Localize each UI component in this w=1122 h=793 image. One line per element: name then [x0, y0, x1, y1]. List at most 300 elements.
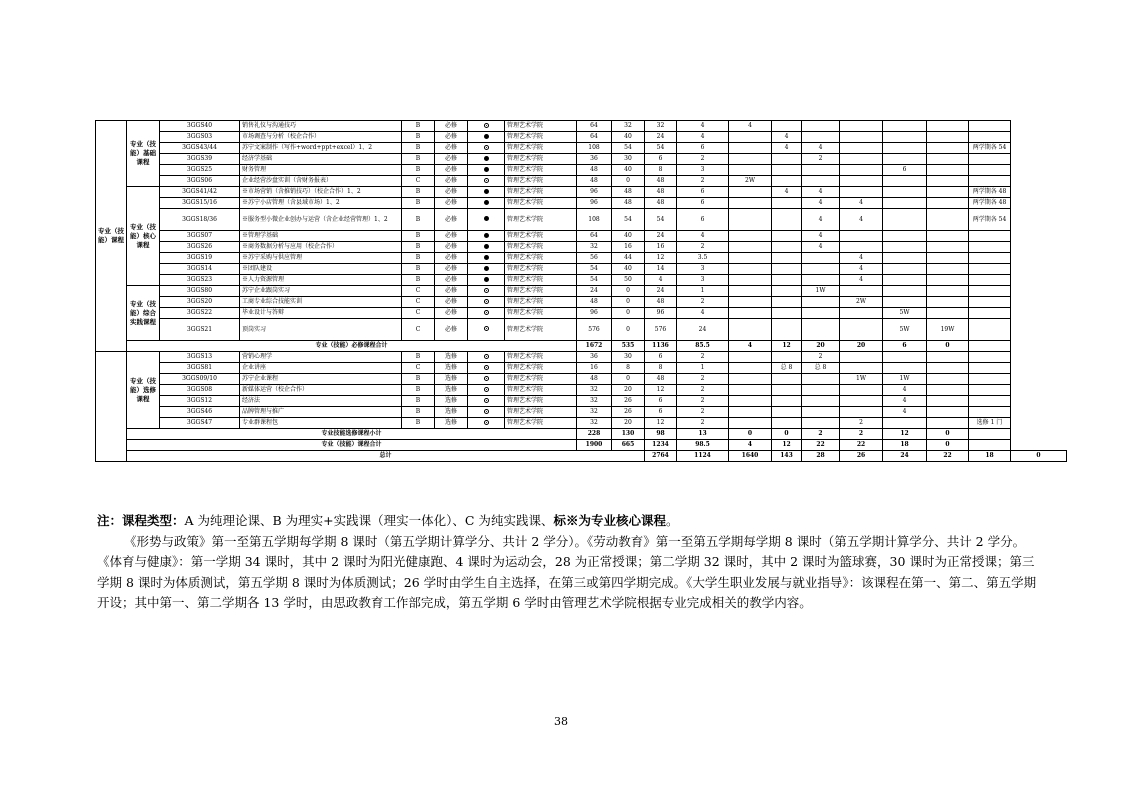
term-6-hours: 19W: [927, 319, 969, 341]
course-code: 3GGS46: [160, 407, 240, 418]
course-nature: 选修: [435, 407, 468, 418]
course-name: 专业群课程包: [240, 418, 402, 429]
course-code: 3GGS14: [160, 264, 240, 275]
course-type: B: [402, 165, 435, 176]
course-code: 3GGS26: [160, 242, 240, 253]
course-row: [96, 275, 1067, 286]
course-row: [96, 154, 1067, 165]
term-3-hours: [802, 385, 840, 396]
elective-subtotal-row: [96, 429, 1067, 440]
filled-dot-icon: [484, 266, 489, 271]
required-subtotal-row-value: 0: [927, 341, 969, 352]
credits: 2: [677, 396, 729, 407]
course-remark: [969, 132, 1011, 143]
required-subtotal-row-value: 4: [729, 341, 772, 352]
course-type: C: [402, 363, 435, 374]
term-5-hours: [883, 132, 927, 143]
elective-subtotal-row-remark: [969, 429, 1011, 440]
exam-mode-cell: [468, 308, 505, 319]
course-dept: 管理艺术学院: [505, 407, 577, 418]
term-3-hours: [802, 132, 840, 143]
theory-hours: 0: [612, 176, 645, 187]
term-3-hours: 4: [802, 198, 840, 209]
exam-mode-cell: [468, 297, 505, 308]
exam-mode-cell: [468, 165, 505, 176]
term-5-hours: 1W: [883, 374, 927, 385]
practice-hours: 54: [645, 209, 677, 231]
term-6-hours: [927, 297, 969, 308]
term-6-hours: [927, 308, 969, 319]
exam-mode-cell: [468, 187, 505, 198]
course-dept: 管理艺术学院: [505, 253, 577, 264]
theory-hours: 16: [612, 242, 645, 253]
course-nature: 必修: [435, 319, 468, 341]
total-hours: 16: [577, 363, 612, 374]
term-6-hours: [927, 121, 969, 132]
term-1-hours: [729, 187, 772, 198]
term-3-hours: [802, 176, 840, 187]
course-nature: 选修: [435, 363, 468, 374]
elective-subtotal-row-value: 13: [677, 429, 729, 440]
term-1-hours: [729, 253, 772, 264]
credits: 4: [677, 121, 729, 132]
term-6-hours: [927, 154, 969, 165]
course-row: [96, 242, 1067, 253]
course-type: B: [402, 374, 435, 385]
notes-course-types: [97, 511, 1037, 532]
course-remark: [969, 275, 1011, 286]
course-name: 工商专业综合技能实训: [240, 297, 402, 308]
term-3-hours: [802, 319, 840, 341]
course-code: 3GGS03: [160, 132, 240, 143]
notes-core-marker: 标※为专业核心课程: [553, 513, 666, 528]
credits: 2: [677, 418, 729, 429]
course-remark: [969, 264, 1011, 275]
total-hours: 64: [577, 121, 612, 132]
term-2-hours: [772, 319, 802, 341]
course-name: 经济法: [240, 396, 402, 407]
course-code: 3GGS08: [160, 385, 240, 396]
course-remark: [969, 231, 1011, 242]
term-5-hours: [883, 297, 927, 308]
notes-lead: 注：课程类型：: [97, 513, 185, 528]
course-row: [96, 363, 1067, 374]
term-6-hours: [927, 352, 969, 363]
course-dept: 管理艺术学院: [505, 418, 577, 429]
practice-hours: 12: [645, 418, 677, 429]
credits: 2: [677, 352, 729, 363]
term-6-hours: [927, 231, 969, 242]
grand-total-value: 143: [772, 451, 802, 462]
course-dept: 管理艺术学院: [505, 165, 577, 176]
course-nature: 必修: [435, 297, 468, 308]
total-hours: 48: [577, 176, 612, 187]
term-5-hours: 6: [883, 165, 927, 176]
course-nature: 必修: [435, 253, 468, 264]
course-code: 3GGS09/10: [160, 374, 240, 385]
term-5-hours: 5W: [883, 308, 927, 319]
term-4-hours: [840, 121, 883, 132]
course-dept: 管理艺术学院: [505, 308, 577, 319]
term-3-hours: [802, 275, 840, 286]
grand-total-value: 2764: [645, 451, 677, 462]
course-dept: 管理艺术学院: [505, 297, 577, 308]
course-type: B: [402, 253, 435, 264]
course-remark: 选修 1 门: [969, 418, 1011, 429]
required-subtotal-row-value: 20: [802, 341, 840, 352]
term-6-hours: [927, 264, 969, 275]
total-hours: 48: [577, 374, 612, 385]
total-hours: 24: [577, 286, 612, 297]
bullseye-circle-icon: [484, 354, 489, 359]
exam-mode-cell: [468, 242, 505, 253]
term-2-hours: [772, 165, 802, 176]
required-subtotal-row-value: 85.5: [677, 341, 729, 352]
term-1-hours: [729, 198, 772, 209]
term-1-hours: [729, 209, 772, 231]
term-3-hours: [802, 165, 840, 176]
elective-subtotal-row-label: 专业技能选修课程小计: [127, 429, 577, 440]
term-4-hours: [840, 319, 883, 341]
term-4-hours: 4: [840, 253, 883, 264]
course-dept: 管理艺术学院: [505, 363, 577, 374]
term-4-hours: [840, 363, 883, 374]
theory-hours: 0: [612, 319, 645, 341]
term-6-hours: [927, 253, 969, 264]
grand-total-label: 总计: [127, 451, 645, 462]
exam-mode-cell: [468, 253, 505, 264]
course-nature: 必修: [435, 176, 468, 187]
exam-mode-cell: [468, 319, 505, 341]
course-name: 企业讲座: [240, 363, 402, 374]
theory-hours: 54: [612, 143, 645, 154]
skill-total-row-value: 4: [729, 440, 772, 451]
term-4-hours: [840, 396, 883, 407]
grand-total-value: 1124: [677, 451, 729, 462]
total-hours: 96: [577, 308, 612, 319]
practice-hours: 12: [645, 253, 677, 264]
course-type: B: [402, 187, 435, 198]
bullseye-circle-icon: [484, 409, 489, 414]
course-name: ※团队建设: [240, 264, 402, 275]
theory-hours: 48: [612, 187, 645, 198]
course-code: 3GGS80: [160, 286, 240, 297]
required-subtotal-row-value: 20: [840, 341, 883, 352]
course-row: [96, 187, 1067, 198]
term-2-hours: [772, 286, 802, 297]
course-type: B: [402, 407, 435, 418]
term-4-hours: 2: [840, 418, 883, 429]
term-2-hours: [772, 418, 802, 429]
course-name: 苏宁文案制作（写作+word+ppt+excel）1、2: [240, 143, 402, 154]
term-5-hours: 4: [883, 385, 927, 396]
course-nature: 必修: [435, 154, 468, 165]
term-3-hours: [802, 374, 840, 385]
term-1-hours: [729, 319, 772, 341]
term-3-hours: 4: [802, 231, 840, 242]
total-hours: 96: [577, 198, 612, 209]
course-remark: [969, 121, 1011, 132]
course-dept: 管理艺术学院: [505, 176, 577, 187]
course-row: [96, 176, 1067, 187]
notes-paragraph: 《形势与政策》第一至第五学期每学期 8 课时（第五学期计算学分、共计 2 学分）。《劳动教育》第一至第五学期每学期 8 课时（第五学期计算学分、共计 2 学分。《体育与健康》：第一学期 34 课时，其中 2 课时为阳光健康跑、4 课时为运动会，28 为正常授课；第二学期 32 课时，其中 2 课时为篮球赛，30 课时为正常授课；第三学期 8 课时为体质测试，第五学期 8 课时为体质测试；26 学时由学生自主选择，在第三或第四学期完成。《大学生职业发展与就业指导》：该课程在第一、第二、第五学期开设；其中第一、第二学期各 13 学时，由思政教育工作部完成，第五学期 6 学时由管理艺术学院根据专业完成相关的教学内容。: [97, 533, 1037, 610]
theory-hours: 40: [612, 132, 645, 143]
theory-hours: 0: [612, 286, 645, 297]
term-4-hours: 4: [840, 275, 883, 286]
term-4-hours: [840, 231, 883, 242]
term-2-hours: [772, 352, 802, 363]
term-2-hours: [772, 264, 802, 275]
credits: 6: [677, 198, 729, 209]
total-hours: 48: [577, 165, 612, 176]
practice-hours: 6: [645, 407, 677, 418]
total-hours: 576: [577, 319, 612, 341]
course-dept: 管理艺术学院: [505, 121, 577, 132]
exam-mode-cell: [468, 176, 505, 187]
course-code: 3GGS41/42: [160, 187, 240, 198]
group-label: 专业（技能）课程: [96, 121, 127, 352]
elective-subtotal-row-value: 228: [577, 429, 612, 440]
term-3-hours: 4: [802, 242, 840, 253]
exam-mode-cell: [468, 264, 505, 275]
term-4-hours: [840, 286, 883, 297]
notes-block: [97, 511, 1037, 614]
term-5-hours: [883, 176, 927, 187]
term-5-hours: [883, 264, 927, 275]
course-type: C: [402, 319, 435, 341]
term-6-hours: [927, 374, 969, 385]
total-hours: 32: [577, 418, 612, 429]
course-nature: 选修: [435, 396, 468, 407]
required-subtotal-row-value: 1136: [645, 341, 677, 352]
term-5-hours: [883, 209, 927, 231]
term-2-hours: 4: [772, 143, 802, 154]
course-type: C: [402, 297, 435, 308]
course-type: B: [402, 352, 435, 363]
theory-hours: 50: [612, 275, 645, 286]
term-3-hours: [802, 264, 840, 275]
course-remark: [969, 253, 1011, 264]
course-code: 3GGS39: [160, 154, 240, 165]
term-5-hours: 4: [883, 396, 927, 407]
skill-total-row-value: 1234: [645, 440, 677, 451]
notes-types-text: A 为纯理论课、B 为理实+实践课（理实一体化）、C 为纯实践课、: [184, 513, 554, 528]
course-name: ※服务型小微企业创办与运营（含企业经营管理）1、2: [240, 209, 402, 231]
term-1-hours: [729, 154, 772, 165]
credits: 2: [677, 297, 729, 308]
exam-mode-cell: [468, 363, 505, 374]
term-4-hours: [840, 176, 883, 187]
exam-mode-cell: [468, 198, 505, 209]
total-hours: 108: [577, 143, 612, 154]
course-code: 3GGS47: [160, 418, 240, 429]
elective-subtotal-row-value: 2: [802, 429, 840, 440]
course-remark: 两学期各 54: [969, 143, 1011, 154]
course-dept: 管理艺术学院: [505, 143, 577, 154]
course-nature: 选修: [435, 418, 468, 429]
course-row: [96, 132, 1067, 143]
term-5-hours: [883, 418, 927, 429]
practice-hours: 24: [645, 231, 677, 242]
credits: 2: [677, 154, 729, 165]
course-remark: [969, 363, 1011, 374]
course-dept: 管理艺术学院: [505, 319, 577, 341]
term-4-hours: [840, 154, 883, 165]
term-3-hours: 4: [802, 143, 840, 154]
term-3-hours: [802, 418, 840, 429]
practice-hours: 24: [645, 132, 677, 143]
elective-subtotal-row-value: 0: [772, 429, 802, 440]
course-name: 经济学基础: [240, 154, 402, 165]
credits: 2: [677, 407, 729, 418]
term-2-hours: [772, 275, 802, 286]
term-2-hours: 4: [772, 132, 802, 143]
course-name: 品牌管理与推广: [240, 407, 402, 418]
course-type: B: [402, 132, 435, 143]
course-nature: 必修: [435, 264, 468, 275]
term-5-hours: [883, 198, 927, 209]
term-3-hours: 4: [802, 209, 840, 231]
term-3-hours: [802, 407, 840, 418]
practice-hours: 8: [645, 363, 677, 374]
bullseye-circle-icon: [484, 326, 489, 331]
term-1-hours: [729, 242, 772, 253]
course-nature: 必修: [435, 209, 468, 231]
term-2-hours: [772, 374, 802, 385]
course-remark: [969, 165, 1011, 176]
term-4-hours: [840, 143, 883, 154]
course-code: 3GGS15/16: [160, 198, 240, 209]
course-remark: [969, 297, 1011, 308]
term-4-hours: [840, 187, 883, 198]
term-6-hours: [927, 198, 969, 209]
term-2-hours: 总 8: [772, 363, 802, 374]
term-4-hours: [840, 242, 883, 253]
bullseye-circle-icon: [484, 376, 489, 381]
course-code: 3GGS20: [160, 297, 240, 308]
theory-hours: 0: [612, 308, 645, 319]
grand-total-value: 1640: [729, 451, 772, 462]
course-type: B: [402, 275, 435, 286]
course-type: C: [402, 308, 435, 319]
term-5-hours: [883, 121, 927, 132]
course-name: 财务管理: [240, 165, 402, 176]
term-6-hours: [927, 407, 969, 418]
grand-total-value: 22: [927, 451, 969, 462]
course-type: B: [402, 242, 435, 253]
course-code: 3GGS19: [160, 253, 240, 264]
practice-hours: 6: [645, 154, 677, 165]
course-row: [96, 286, 1067, 297]
term-5-hours: [883, 363, 927, 374]
course-row: [96, 374, 1067, 385]
term-4-hours: [840, 407, 883, 418]
credits: 1: [677, 363, 729, 374]
theory-hours: 8: [612, 363, 645, 374]
course-row: [96, 121, 1067, 132]
course-type: C: [402, 286, 435, 297]
course-row: [96, 231, 1067, 242]
practice-hours: 24: [645, 286, 677, 297]
term-6-hours: [927, 286, 969, 297]
credits: 3: [677, 264, 729, 275]
filled-dot-icon: [484, 156, 489, 161]
credits: 24: [677, 319, 729, 341]
term-1-hours: [729, 286, 772, 297]
bullseye-circle-icon: [484, 299, 489, 304]
course-name: ※苏宁小店管理（含县域市场）1、2: [240, 198, 402, 209]
grand-total-row: [96, 451, 1067, 462]
term-4-hours: [840, 385, 883, 396]
skill-total-row-value: 22: [840, 440, 883, 451]
term-6-hours: [927, 165, 969, 176]
total-hours: 54: [577, 275, 612, 286]
course-nature: 必修: [435, 275, 468, 286]
skill-total-row-value: 98.5: [677, 440, 729, 451]
skill-total-row-value: 0: [927, 440, 969, 451]
theory-hours: 44: [612, 253, 645, 264]
credits: 2: [677, 385, 729, 396]
credits: 2: [677, 242, 729, 253]
term-2-hours: [772, 253, 802, 264]
practice-hours: 48: [645, 198, 677, 209]
theory-hours: 20: [612, 385, 645, 396]
theory-hours: 26: [612, 396, 645, 407]
term-1-hours: [729, 363, 772, 374]
practice-hours: 54: [645, 143, 677, 154]
exam-mode-cell: [468, 374, 505, 385]
module-label: 专业（技能）基础课程: [127, 121, 160, 187]
total-hours: 48: [577, 297, 612, 308]
course-type: B: [402, 396, 435, 407]
course-nature: 选修: [435, 374, 468, 385]
term-4-hours: 4: [840, 264, 883, 275]
required-subtotal-row-value: 6: [883, 341, 927, 352]
practice-hours: 576: [645, 319, 677, 341]
course-code: 3GGS13: [160, 352, 240, 363]
term-2-hours: [772, 121, 802, 132]
course-remark: [969, 319, 1011, 341]
term-5-hours: [883, 231, 927, 242]
bullseye-circle-icon: [484, 123, 489, 128]
theory-hours: 40: [612, 165, 645, 176]
course-name: ※市场营销（含推销技巧）（校企合作）1、2: [240, 187, 402, 198]
course-name: 新媒体运营（校企合作）: [240, 385, 402, 396]
course-nature: 必修: [435, 198, 468, 209]
course-row: [96, 209, 1067, 231]
course-code: 3GGS06: [160, 176, 240, 187]
term-4-hours: [840, 132, 883, 143]
practice-hours: 4: [645, 275, 677, 286]
course-dept: 管理艺术学院: [505, 242, 577, 253]
required-subtotal-row-value: 12: [772, 341, 802, 352]
total-hours: 64: [577, 132, 612, 143]
exam-mode-cell: [468, 132, 505, 143]
term-2-hours: [772, 198, 802, 209]
course-type: B: [402, 385, 435, 396]
credits: 6: [677, 143, 729, 154]
term-2-hours: [772, 176, 802, 187]
theory-hours: 30: [612, 154, 645, 165]
course-type: B: [402, 264, 435, 275]
notes-types-end: 。: [665, 513, 679, 528]
course-remark: [969, 286, 1011, 297]
course-remark: 两学期各 48: [969, 198, 1011, 209]
term-3-hours: 2: [802, 352, 840, 363]
term-5-hours: [883, 187, 927, 198]
course-code: 3GGS21: [160, 319, 240, 341]
filled-dot-icon: [484, 189, 489, 194]
